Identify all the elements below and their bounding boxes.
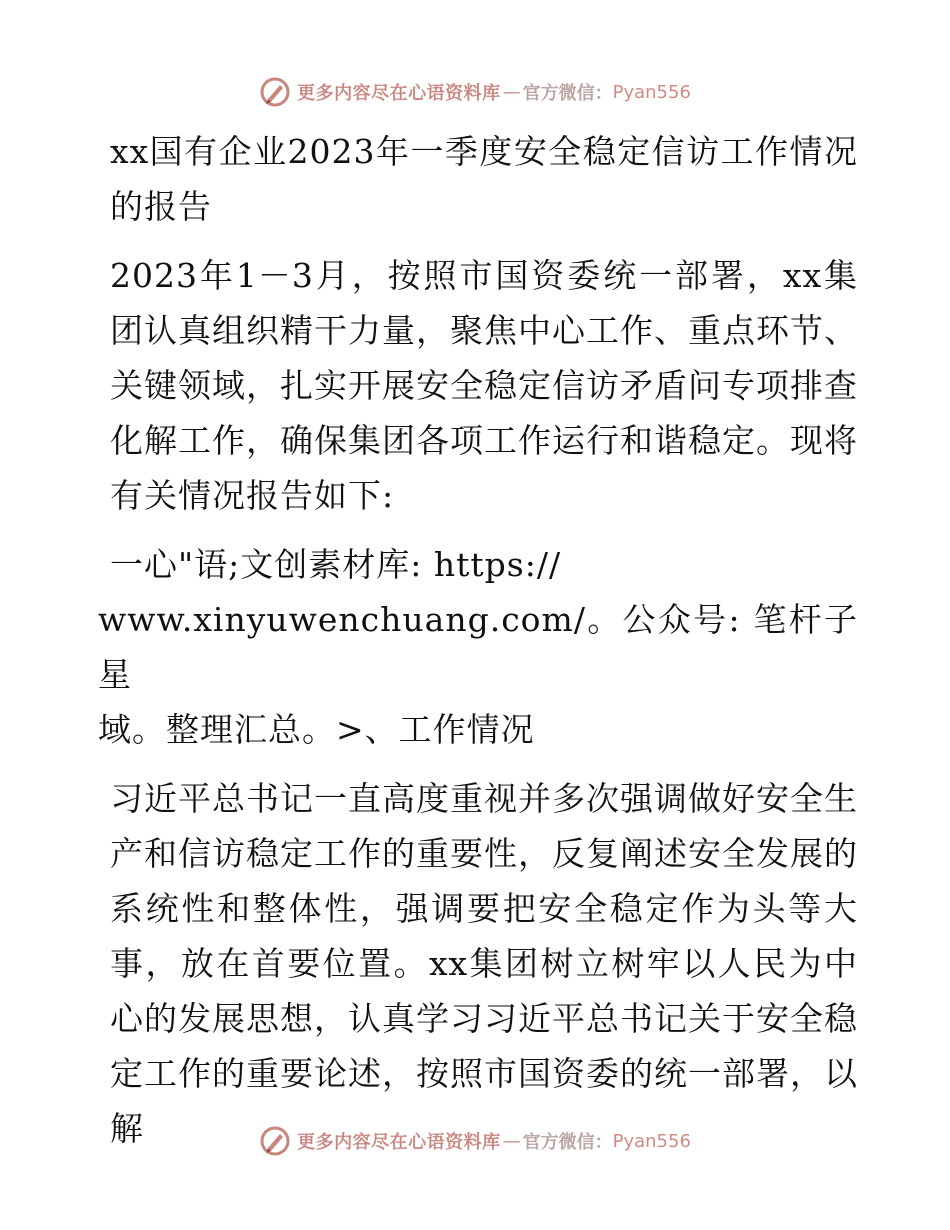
pen-logo-icon <box>259 1125 291 1157</box>
document-body <box>98 124 858 1156</box>
watermark-separator: — <box>502 81 521 103</box>
source-note-line-3: 域。整理汇总。>、工作情况 <box>98 710 535 749</box>
watermark-id: Pyan556 <box>612 81 691 103</box>
document-title: xx国有企业2023年一季度安全稳定信访工作情况的报告 <box>110 132 858 226</box>
watermark-label: 官方微信： <box>522 1132 613 1153</box>
source-note-line-2: www.xinyuwenchuang.com/。公众号: 笔杆子星 <box>98 600 858 694</box>
paragraph-intro: 2023年1－3月，按照市国资委统一部署，xx集团认真组织精干力量，聚焦中心工作、重点环节、关键领域，扎实开展安全稳定信访矛盾问专项排查化解工作，确保集团各项工作运行和谐稳定。现将有关情况报告如下: <box>110 256 858 515</box>
watermark-separator: — <box>502 1130 521 1152</box>
paragraph-source-note <box>98 537 858 757</box>
paragraph-work-situation: 习近平总书记一直高度重视并多次强调做好安全生产和信访稳定工作的重要性，反复阐述安全发展的系统性和整体性，强调要把安全稳定作为头等大事，放在首要位置。xx集团树立树牢以人民为中心的发展思想，认真学习习近平总书记关于安全稳定工作的重要论述，按照市国资委的统一部署，以解 <box>110 779 858 1148</box>
watermark-label: 官方微信： <box>522 83 613 104</box>
watermark-text: 更多内容尽在心语资料库 <box>297 1132 501 1153</box>
source-note-line-1: 一心"语;文创素材库: https:// <box>110 545 562 584</box>
watermark-id: Pyan556 <box>612 1130 691 1152</box>
pen-logo-icon <box>259 76 291 108</box>
header-watermark <box>0 72 950 112</box>
footer-watermark <box>0 1121 950 1161</box>
watermark-text: 更多内容尽在心语资料库 <box>297 83 501 104</box>
